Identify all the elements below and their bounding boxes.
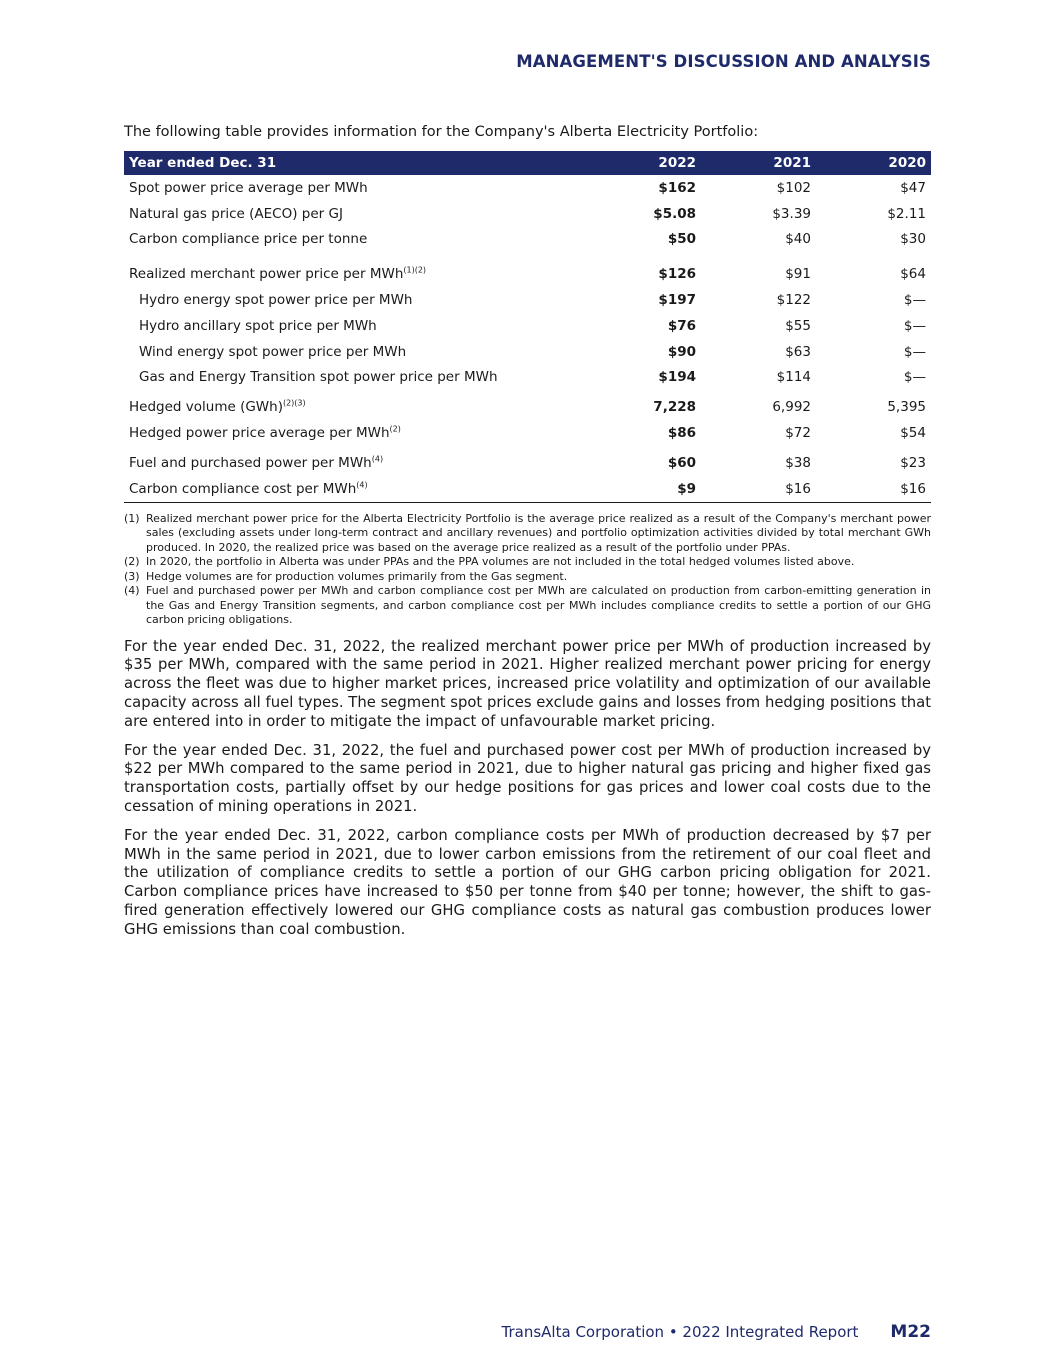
table-row bbox=[124, 365, 931, 391]
value-2022: $126 bbox=[658, 266, 696, 283]
value-2020: $2.11 bbox=[887, 205, 926, 222]
row-label: Hedged volume (GWh)$^{(2)(3)}$ bbox=[129, 398, 306, 416]
value-2020: $— bbox=[903, 317, 926, 334]
table-row bbox=[124, 201, 931, 227]
table-row bbox=[124, 227, 931, 253]
footnote bbox=[124, 570, 931, 585]
footnote-number: (3) bbox=[124, 569, 140, 583]
value-2022: $60 bbox=[667, 454, 696, 471]
value-2021: $91 bbox=[785, 266, 811, 283]
value-2020: $16 bbox=[816, 476, 931, 502]
value-2020: $47 bbox=[900, 179, 926, 196]
table-intro: The following table provides information for the Company's Alberta Electricity Portfolio: bbox=[124, 124, 759, 140]
value-2021: $16 bbox=[701, 476, 816, 502]
table-footnotes bbox=[124, 512, 931, 628]
value-2020: $64 bbox=[900, 266, 926, 283]
value-2020: $54 bbox=[900, 425, 926, 442]
table-row bbox=[124, 446, 931, 476]
footnote-number: (1) bbox=[124, 511, 140, 525]
value-2020: $23 bbox=[900, 454, 926, 471]
footnote-ref: (4) bbox=[371, 454, 384, 464]
footnote bbox=[124, 555, 931, 570]
footnote-text: Realized merchant power price for the Alberta Electricity Portfolio is the average price realized as a result of the Company's merchant power sales (excluding assets under long-term contract and ancillary revenues) and portfolio optimization activities divided by total merchant GWh produced. In 2020, the realized price was based on the average price realized as a result of the portfolio under PPAs. bbox=[146, 511, 931, 554]
value-2021: $63 bbox=[785, 343, 811, 360]
row-label: Hydro ancillary spot price per MWh bbox=[139, 317, 377, 334]
page-content bbox=[124, 124, 931, 940]
footnote bbox=[124, 512, 931, 556]
body-paragraph: For the year ended Dec. 31, 2022, the fuel and purchased power cost per MWh of production increased by $22 per MWh compared to the same period in 2021, due to higher natural gas pricing and higher fixed gas transportation costs, partially offset by our hedge positions for gas prices and lower coal costs due to the cessation of mining operations in 2021. bbox=[124, 741, 931, 815]
table-row bbox=[124, 390, 931, 420]
value-2022: $76 bbox=[667, 317, 696, 334]
value-2022: $194 bbox=[658, 369, 696, 386]
footnote bbox=[124, 584, 931, 628]
table-row bbox=[124, 476, 931, 502]
table-header-row bbox=[124, 151, 931, 175]
value-2020: $30 bbox=[900, 231, 926, 248]
row-label: Natural gas price (AECO) per GJ bbox=[129, 205, 343, 222]
value-2021: $38 bbox=[785, 454, 811, 471]
row-label: Spot power price average per MWh bbox=[129, 179, 368, 196]
value-2020: $— bbox=[903, 369, 926, 386]
footer-report-name: TransAlta Corporation • 2022 Integrated Report bbox=[501, 1323, 859, 1341]
header-year-ended: Year ended Dec. 31 bbox=[129, 155, 277, 171]
value-2021: $3.39 bbox=[772, 205, 811, 222]
value-2021: $122 bbox=[776, 292, 811, 309]
footnote-ref: (2)(3) bbox=[282, 398, 306, 408]
value-2022: 7,228 bbox=[653, 399, 696, 416]
footnote-ref: (2) bbox=[389, 424, 401, 434]
footnote-ref: (1)(2) bbox=[403, 265, 427, 275]
value-2022: $5.08 bbox=[653, 205, 696, 222]
table-row bbox=[124, 339, 931, 365]
header-2020: 2020 bbox=[888, 155, 926, 171]
value-2022: $86 bbox=[667, 425, 696, 442]
header-2022: 2022 bbox=[658, 155, 696, 171]
table-row bbox=[124, 287, 931, 313]
row-label: Carbon compliance price per tonne bbox=[129, 231, 368, 248]
table-row bbox=[124, 420, 931, 446]
value-2021: $114 bbox=[776, 369, 811, 386]
footnote-ref: (4) bbox=[356, 480, 368, 490]
value-2022: $197 bbox=[658, 292, 696, 309]
alberta-portfolio-table bbox=[124, 151, 931, 503]
value-2021: $55 bbox=[785, 317, 811, 334]
value-2022: $162 bbox=[658, 179, 696, 196]
value-2021: $40 bbox=[785, 231, 811, 248]
row-label: Gas and Energy Transition spot power price per MWh bbox=[139, 369, 498, 386]
page-number: M22 bbox=[890, 1322, 931, 1342]
section-title: MANAGEMENT'S DISCUSSION AND ANALYSIS bbox=[516, 52, 931, 71]
value-2022: $90 bbox=[667, 343, 696, 360]
header-2021: 2021 bbox=[773, 155, 811, 171]
body-paragraph: For the year ended Dec. 31, 2022, the realized merchant power price per MWh of production increased by $35 per MWh, compared with the same period in 2021. Higher realized merchant power pricing for energy across the fleet was due to higher market prices, increased price volatility and optimization of our available capacity across all fuel types. The segment spot prices exclude gains and losses from hedging positions that are entered into in order to mitigate the impact of unfavourable market pricing. bbox=[124, 637, 931, 730]
body-paragraph: For the year ended Dec. 31, 2022, carbon compliance costs per MWh of production decreased by $7 per MWh in the same period in 2021, due to lower carbon emissions from the retirement of our coal fleet and the utilization of compliance credits to settle a portion of our GHG carbon pricing obligation for 2021. Carbon compliance prices have increased to $50 per tonne from $40 per tonne; however, the shift to gas-fired generation effectively lowered our GHG compliance costs as natural gas combustion produces lower GHG emissions than coal combustion. bbox=[124, 826, 931, 938]
table-row bbox=[124, 175, 931, 201]
row-label: Wind energy spot power price per MWh bbox=[139, 343, 407, 360]
value-2022: $9 bbox=[591, 476, 701, 502]
value-2020: 5,395 bbox=[887, 399, 926, 416]
row-label: Carbon compliance cost per MWh$^{(4)}$ bbox=[124, 476, 591, 502]
value-2020: $— bbox=[903, 292, 926, 309]
value-2022: $50 bbox=[667, 231, 696, 248]
table-row bbox=[124, 252, 931, 287]
page-footer bbox=[502, 1322, 931, 1342]
row-label: Fuel and purchased power per MWh$^{(4)}$ bbox=[129, 454, 384, 471]
row-label: Hedged power price average per MWh$^{(2)}$ bbox=[129, 424, 401, 442]
row-label: Hydro energy spot power price per MWh bbox=[139, 292, 413, 309]
value-2021: 6,992 bbox=[772, 399, 811, 416]
footnote-number: (4) bbox=[124, 584, 140, 598]
footnote-text: Fuel and purchased power per MWh and carbon compliance cost per MWh are calculated on production from carbon-emitting generation in the Gas and Energy Transition segments, and carbon compliance cost per MWh includes compliance credits to settle a portion of our GHG carbon pricing obligations. bbox=[146, 584, 931, 627]
footnote-text: Hedge volumes are for production volumes primarily from the Gas segment. bbox=[146, 569, 568, 583]
footnote-number: (2) bbox=[124, 555, 140, 569]
value-2021: $102 bbox=[776, 179, 811, 196]
row-label: Realized merchant power price per MWh$^{(1)(2)}$ bbox=[129, 265, 427, 283]
footnote-text: In 2020, the portfolio in Alberta was under PPAs and the PPA volumes are not included in the total hedged volumes listed above. bbox=[146, 555, 855, 569]
table-row bbox=[124, 313, 931, 339]
value-2020: $— bbox=[903, 343, 926, 360]
value-2021: $72 bbox=[785, 425, 811, 442]
